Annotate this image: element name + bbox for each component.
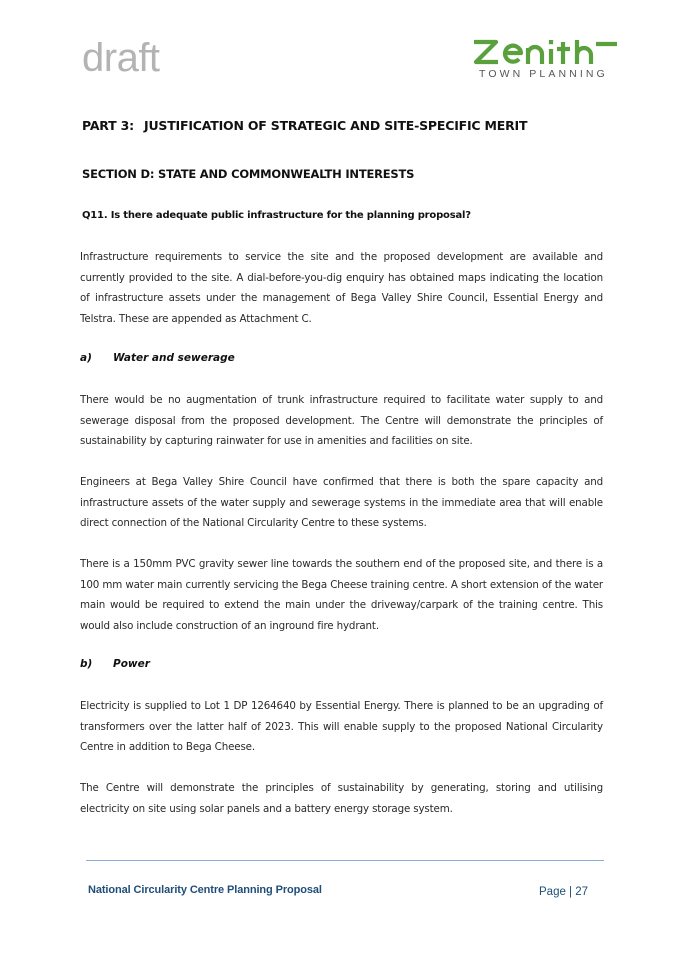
question-heading: Q11. Is there adequate public infrastructure for the planning proposal? bbox=[82, 210, 471, 221]
section-heading: SECTION D: STATE AND COMMONWEALTH INTERESTS bbox=[82, 167, 415, 181]
water-paragraph-1: There would be no augmentation of trunk infrastructure required to facilitate water supply to and sewerage disposal from the proposed development. The Centre will demonstrate the principles of sustainability by capturing rainwater for use in amenities and facilities on site. bbox=[80, 394, 603, 448]
draft-watermark: draft bbox=[82, 36, 160, 80]
water-paragraph-2: Engineers at Bega Valley Shire Council have confirmed that there is both the spare capacity and infrastructure assets of the water supply and sewerage systems in the immediate area that will enable direct connection of the National Circularity Centre to these systems. bbox=[80, 476, 603, 530]
footer-document-title: National Circularity Centre Planning Proposal bbox=[88, 884, 322, 896]
part-number: PART 3: bbox=[82, 118, 134, 133]
subsection-power-label: b) bbox=[80, 658, 93, 670]
water-paragraph-3: There is a 150mm PVC gravity sewer line towards the southern end of the proposed site, and there is a 100 mm water main currently servicing the Bega Cheese training centre. A short extension of the water main would be required to extend the main under the driveway/carpark of the training centre. This would also include construction of an inground fire hydrant. bbox=[80, 558, 603, 632]
footer-page-number: Page | 27 bbox=[539, 886, 589, 898]
footer-divider bbox=[86, 860, 604, 861]
logo-tagline: TOWN PLANNING bbox=[479, 68, 608, 80]
subsection-water-title: Water and sewerage bbox=[113, 352, 235, 364]
subsection-water-label: a) bbox=[80, 352, 92, 364]
subsection-power-heading bbox=[80, 658, 150, 670]
intro-paragraph: Infrastructure requirements to service the site and the proposed development are available and currently provided to the site. A dial-before-you-dig enquiry has obtained maps indicating the location of infrastructure assets under the management of Bega Valley Shire Council, Essential Energy and Telstra. These are appended as Attachment C. bbox=[80, 251, 603, 325]
power-paragraph-2: The Centre will demonstrate the principles of sustainability by generating, storing and utilising electricity on site using solar panels and a battery energy storage system. bbox=[80, 782, 603, 815]
subsection-power-title: Power bbox=[113, 658, 150, 670]
power-paragraph-1: Electricity is supplied to Lot 1 DP 1264640 by Essential Energy. There is planned to be an upgrading of transformers over the latter half of 2023. This will enable supply to the proposed National Circularity Centre in addition to Bega Cheese. bbox=[80, 700, 603, 754]
zenith-logo-mark bbox=[472, 38, 620, 68]
part-heading bbox=[82, 118, 527, 133]
subsection-water-heading bbox=[80, 352, 235, 364]
part-title: JUSTIFICATION OF STRATEGIC AND SITE-SPECIFIC MERIT bbox=[144, 118, 528, 133]
